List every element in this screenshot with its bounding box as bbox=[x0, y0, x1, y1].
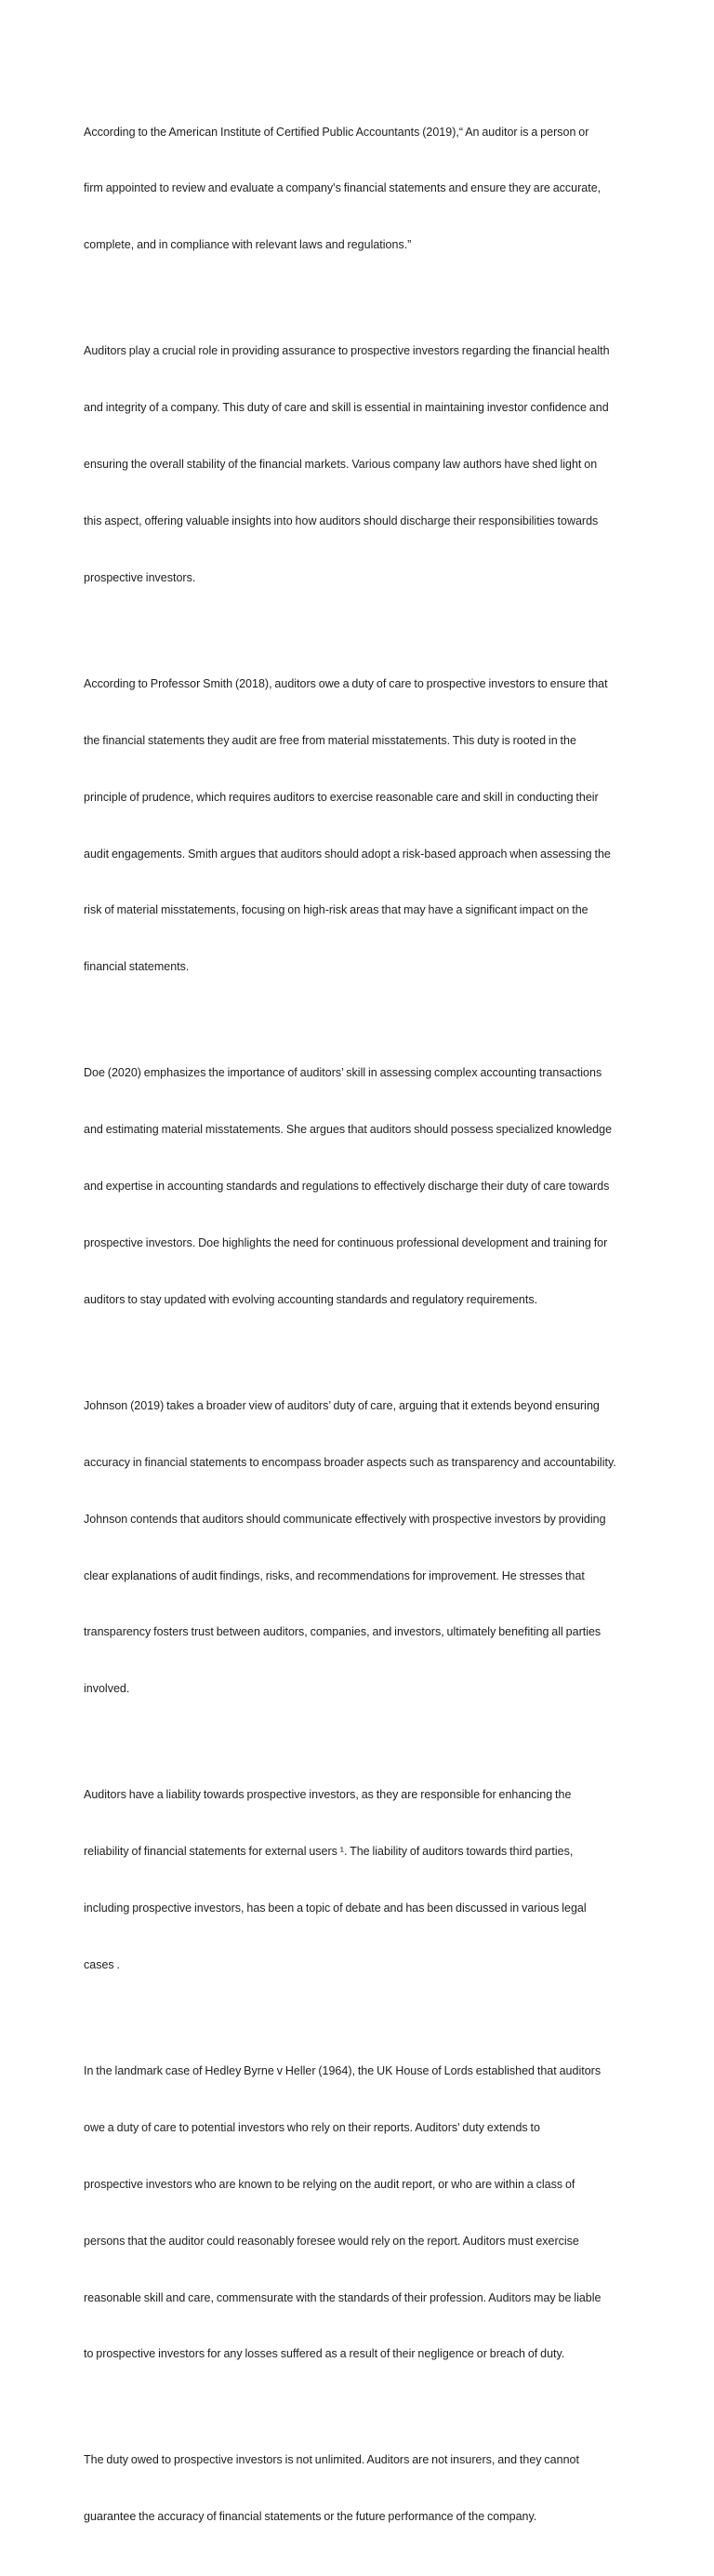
text-line: According to Professor Smith (2018), auditors owe a duty of care to prospective investors to ensure that bbox=[84, 676, 608, 690]
text-line: Auditors play a crucial role in providing assurance to prospective investors regarding the financial health bbox=[84, 344, 610, 358]
text-line: prospective investors. Doe highlights the need for continuous professional development and training for bbox=[84, 1236, 608, 1250]
text-line: According to the American Institute of Certified Public Accountants (2019),“ An auditor is a person or bbox=[84, 125, 589, 139]
text-line: cases . bbox=[84, 1958, 120, 1971]
paragraph-hedley-byrne bbox=[84, 2023, 632, 2401]
text-line: complete, and in compliance with relevant laws and regulations.” bbox=[84, 238, 412, 252]
paragraph-doe bbox=[84, 1026, 632, 1347]
paragraph-liability bbox=[84, 1748, 632, 2012]
text-line: prospective investors. bbox=[84, 570, 196, 584]
text-line: Auditors have a liability towards prospective investors, as they are responsible for enhancing the bbox=[84, 1788, 572, 1802]
text-line: ensuring the overall stability of the financial markets. Various company law authors have shed light on bbox=[84, 458, 598, 472]
paragraph-aicpa-definition bbox=[84, 85, 632, 292]
text-line: firm appointed to review and evaluate a company's financial statements and ensure they are accurate, bbox=[84, 181, 602, 195]
text-line: clear explanations of audit findings, risks, and recommendations for improvement. He stresses that bbox=[84, 1568, 585, 1582]
text-line: Johnson contends that auditors should communicate effectively with prospective investors by providing bbox=[84, 1512, 606, 1526]
paragraph-auditors-role bbox=[84, 304, 632, 625]
text-line: to prospective investors for any losses suffered as a result of their negligence or breach of duty. bbox=[84, 2347, 565, 2361]
text-line: involved. bbox=[84, 1682, 130, 1696]
text-line: accuracy in financial statements to encompass broader aspects such as transparency and accountability. bbox=[84, 1455, 616, 1469]
text-line: and estimating material misstatements. She argues that auditors should possess specialized knowledge bbox=[84, 1123, 613, 1137]
text-line: and expertise in accounting standards and regulations to effectively discharge their duty of care towards bbox=[84, 1180, 610, 1194]
text-line: reliability of financial statements for external users ¹. The liability of auditors towards third parties, bbox=[84, 1845, 574, 1859]
text-line: In the landmark case of Hedley Byrne v Heller (1964), the UK House of Lords established that auditors bbox=[84, 2063, 602, 2077]
text-line: principle of prudence, which requires auditors to exercise reasonable care and skill in conducting their bbox=[84, 790, 599, 804]
text-line: Johnson (2019) takes a broader view of auditors’ duty of care, arguing that it extends beyond ensuring bbox=[84, 1398, 600, 1412]
text-line: the financial statements they audit are free from material misstatements. This duty is rooted in the bbox=[84, 733, 576, 747]
text-line: Doe (2020) emphasizes the importance of auditors’ skill in assessing complex accounting transactions bbox=[84, 1066, 602, 1080]
paragraph-duty-limits bbox=[84, 2413, 632, 2564]
text-line: persons that the auditor could reasonably foresee would rely on the report. Auditors must exercise bbox=[84, 2234, 579, 2248]
text-line: prospective investors who are known to be relying on the audit report, or who are within a class of bbox=[84, 2177, 575, 2191]
text-line: auditors to stay updated with evolving accounting standards and regulatory requirements. bbox=[84, 1292, 538, 1306]
text-line: and integrity of a company. This duty of care and skill is essential in maintaining investor confidence and bbox=[84, 401, 609, 415]
paragraph-smith bbox=[84, 636, 632, 1014]
text-line: audit engagements. Smith argues that auditors should adopt a risk-based approach when assessing the bbox=[84, 847, 611, 861]
text-line: guarantee the accuracy of financial statements or the future performance of the company. bbox=[84, 2510, 537, 2524]
document-body bbox=[84, 85, 632, 2576]
text-line: The duty owed to prospective investors is not unlimited. Auditors are not insurers, and they cannot bbox=[84, 2453, 579, 2467]
text-line: owe a duty of care to potential investors who rely on their reports. Auditors' duty extends to bbox=[84, 2120, 540, 2134]
text-line: reasonable skill and care, commensurate with the standards of their profession. Auditors may be liable bbox=[84, 2290, 602, 2304]
text-line: transparency fosters trust between auditors, companies, and investors, ultimately benefiting all parties bbox=[84, 1625, 602, 1639]
paragraph-johnson bbox=[84, 1358, 632, 1736]
text-line: this aspect, offering valuable insights into how auditors should discharge their responsibilities towards bbox=[84, 514, 599, 528]
text-line: including prospective investors, has been a topic of debate and has been discussed in various legal bbox=[84, 1902, 587, 1915]
text-line: financial statements. bbox=[84, 960, 190, 974]
text-line: risk of material misstatements, focusing on high-risk areas that may have a significant impact on the bbox=[84, 903, 588, 917]
